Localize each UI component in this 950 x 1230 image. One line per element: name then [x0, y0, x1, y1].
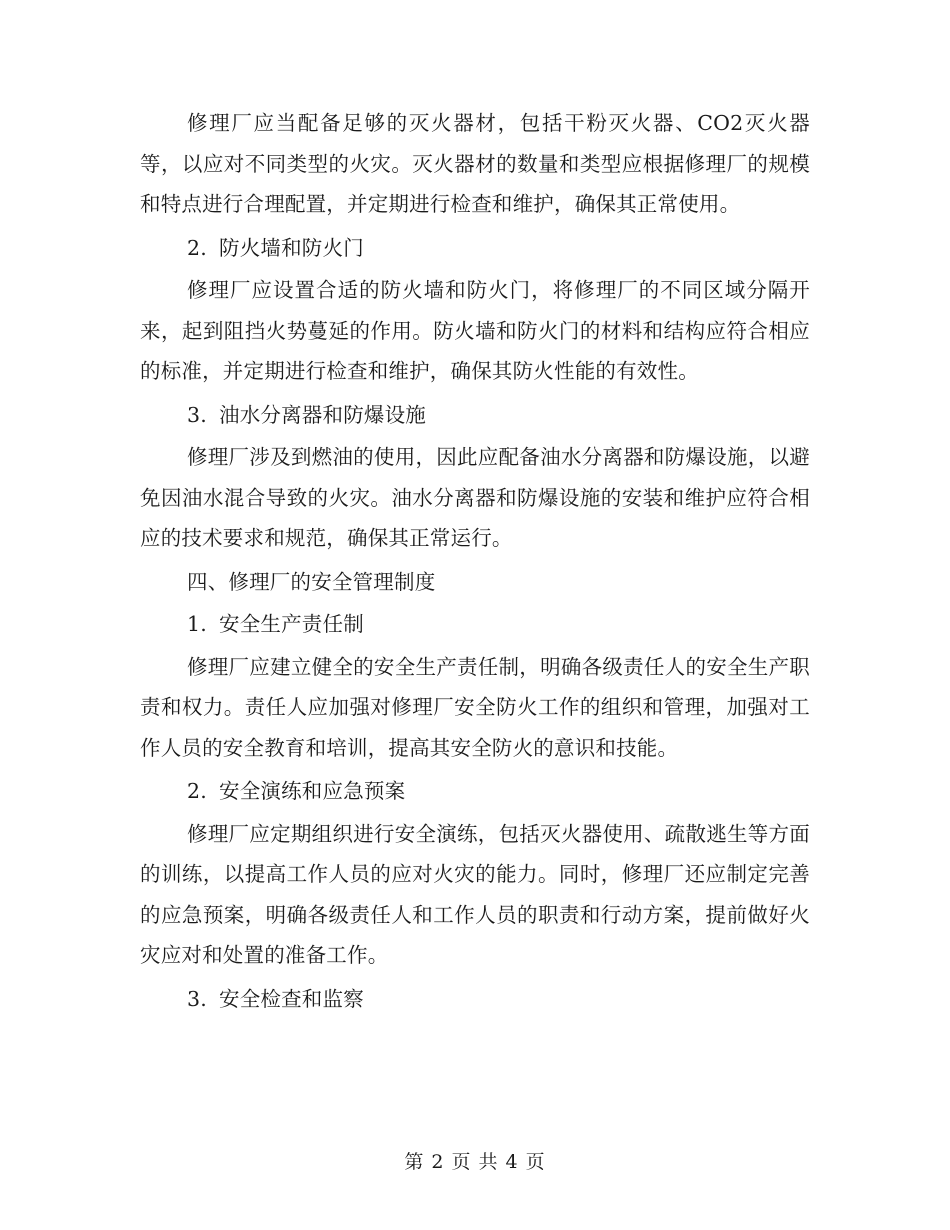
heading-number: 1. [187, 612, 207, 636]
heading-number: 3. [187, 402, 207, 427]
heading-oil-separator [140, 395, 810, 436]
heading-safety-inspection [140, 979, 810, 1020]
document-body [140, 103, 810, 1021]
heading-number: 3. [187, 986, 207, 1011]
heading-firewall-doors [140, 228, 810, 269]
paragraph-firewall-doors: 修理厂应设置合适的防火墙和防火门，将修理厂的不同区域分隔开来，起到阻挡火势蔓延的作用。防火墙和防火门的材料和结构应符合相应的标准，并定期进行检查和维护，确保其防火性能的有效性。 [140, 278, 810, 383]
paragraph-oil-separator: 修理厂涉及到燃油的使用，因此应配备油水分离器和防爆设施，以避免因油水混合导致的火灾。油水分离器和防爆设施的安装和维护应符合相应的技术要求和规范，确保其正常运行。 [140, 445, 810, 550]
heading-number: 2. [187, 779, 207, 803]
page-number-footer: 第 2 页 共 4 页 [404, 1151, 546, 1173]
heading-drills-emergency-plan [140, 771, 810, 812]
paragraph-fire-extinguishers: 修理厂应当配备足够的灭火器材，包括干粉灭火器、CO2灭火器等，以应对不同类型的火灾。灭火器材的数量和类型应根据修理厂的规模和特点进行合理配置，并定期进行检查和维护，确保其正常使用。 [140, 111, 810, 216]
heading-responsibility-system [140, 604, 810, 645]
heading-text: 安全检查和监察 [219, 986, 364, 1011]
heading-text: 安全演练和应急预案 [219, 779, 406, 803]
heading-text: 安全生产责任制 [219, 612, 364, 636]
paragraph-responsibility-system: 修理厂应建立健全的安全生产责任制，明确各级责任人的安全生产职责和权力。责任人应加强对修理厂安全防火工作的组织和管理，加强对工作人员的安全教育和培训，提高其安全防火的意识和技能。 [140, 654, 810, 760]
section-heading-safety-management: 四、修理厂的安全管理制度 [187, 569, 436, 594]
heading-text: 油水分离器和防爆设施 [219, 402, 426, 427]
paragraph-drills-emergency-plan: 修理厂应定期组织进行安全演练，包括灭火器使用、疏散逃生等方面的训练，以提高工作人员的应对火灾的能力。同时，修理厂还应制定完善的应急预案，明确各级责任人和工作人员的职责和行动方案，提前做好火灾应对和处置的准备工作。 [140, 821, 810, 967]
heading-number: 2. [187, 235, 207, 260]
heading-text: 防火墙和防火门 [219, 235, 364, 260]
